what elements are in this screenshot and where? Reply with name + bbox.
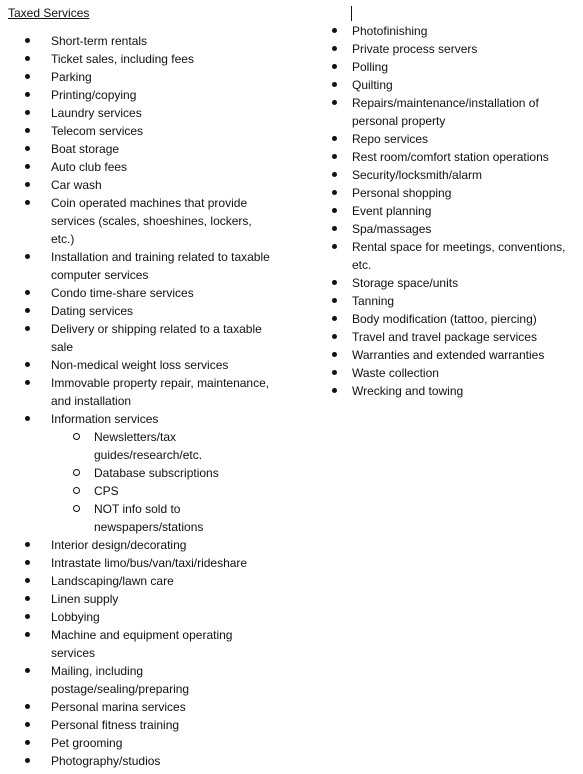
bullet-icon <box>332 28 337 33</box>
list-item <box>8 734 278 752</box>
bullet-icon <box>332 352 337 357</box>
bullet-icon <box>332 316 337 321</box>
list-item <box>8 410 278 536</box>
list-item-text: Spa/massages <box>352 222 432 236</box>
list-item <box>8 716 278 734</box>
bullet-icon <box>332 154 337 159</box>
list-item <box>8 752 278 770</box>
list-item-text: NOT info sold to newspapers/stations <box>94 502 204 534</box>
list-item-text: Travel and travel package services <box>352 330 537 344</box>
bullet-icon <box>332 46 337 51</box>
list-item-text: Rental space for meetings, conventions, etc. <box>352 240 566 272</box>
bullet-icon <box>25 290 30 295</box>
list-item <box>8 554 278 572</box>
list-item <box>8 32 278 50</box>
list-item-text: Car wash <box>51 178 102 192</box>
list-item <box>8 194 278 248</box>
list-item <box>330 328 580 346</box>
list-item <box>8 374 278 410</box>
bullet-icon <box>25 704 30 709</box>
list-item <box>51 464 278 482</box>
list-item-text: Mailing, including postage/sealing/preparing <box>51 664 190 696</box>
bullet-icon <box>25 182 30 187</box>
list-item <box>51 482 278 500</box>
bullet-icon <box>332 388 337 393</box>
list-item-text: Linen supply <box>51 592 119 606</box>
list-item <box>8 176 278 194</box>
list-item <box>8 140 278 158</box>
list-item-text: CPS <box>94 484 119 498</box>
bullet-icon <box>332 208 337 213</box>
bullet-icon <box>25 110 30 115</box>
list-item-text: Condo time-share services <box>51 286 194 300</box>
bullet-icon <box>25 326 30 331</box>
list-item-text: Information services <box>51 412 159 426</box>
bullet-icon <box>25 416 30 421</box>
list-item <box>330 130 580 148</box>
list-item <box>8 626 278 662</box>
list-item <box>330 382 580 400</box>
list-item <box>8 572 278 590</box>
bullet-icon <box>25 668 30 673</box>
bullet-icon <box>332 190 337 195</box>
list-item <box>8 86 278 104</box>
bullet-icon <box>25 740 30 745</box>
list-item <box>8 536 278 554</box>
list-item-text: Non-medical weight loss services <box>51 358 229 372</box>
bullet-icon <box>332 136 337 141</box>
bullet-icon <box>25 146 30 151</box>
bullet-icon <box>25 74 30 79</box>
list-item <box>330 274 580 292</box>
list-item-text: Parking <box>51 70 92 84</box>
circle-bullet-icon <box>73 505 80 512</box>
list-item-text: Immovable property repair, maintenance, and installation <box>51 376 270 408</box>
list-item-text: Personal marina services <box>51 700 186 714</box>
list-item <box>330 58 580 76</box>
text-cursor <box>351 6 352 21</box>
list-item-text: Auto club fees <box>51 160 128 174</box>
bullet-icon <box>25 92 30 97</box>
list-item-text: Newsletters/tax guides/research/etc. <box>94 430 203 462</box>
bullet-icon <box>25 254 30 259</box>
bullet-icon <box>332 172 337 177</box>
list-item-text: Lobbying <box>51 610 100 624</box>
list-item <box>8 698 278 716</box>
list-item <box>330 40 580 58</box>
list-item <box>51 500 278 536</box>
bullet-icon <box>332 334 337 339</box>
list-item-text: Pet grooming <box>51 736 123 750</box>
list-item-text: Quilting <box>352 78 393 92</box>
list-item-text: Event planning <box>352 204 432 218</box>
list-item-text: Repo services <box>352 132 429 146</box>
list-item-text: Laundry services <box>51 106 142 120</box>
list-item <box>330 94 580 130</box>
list-item-text: Boat storage <box>51 142 120 156</box>
list-item-text: Printing/copying <box>51 88 137 102</box>
sub-list <box>51 428 278 536</box>
list-item <box>330 310 580 328</box>
bullet-icon <box>25 56 30 61</box>
list-item-text: Personal shopping <box>352 186 452 200</box>
list-item <box>330 22 580 40</box>
bullet-icon <box>25 560 30 565</box>
list-item-text: Ticket sales, including fees <box>51 52 194 66</box>
bullet-icon <box>332 244 337 249</box>
list-item-text: Telecom services <box>51 124 144 138</box>
list-item <box>330 148 580 166</box>
bullet-icon <box>25 596 30 601</box>
document-title: Taxed Services <box>8 6 90 20</box>
list-item <box>330 220 580 238</box>
bullet-icon <box>25 614 30 619</box>
bullet-icon <box>25 128 30 133</box>
list-item-text: Tanning <box>352 294 395 308</box>
left-service-list <box>8 32 278 770</box>
bullet-icon <box>25 200 30 205</box>
bullet-icon <box>332 226 337 231</box>
list-item <box>330 166 580 184</box>
list-item-text: Storage space/units <box>352 276 459 290</box>
bullet-icon <box>25 758 30 763</box>
bullet-icon <box>25 362 30 367</box>
list-item-text: Repairs/maintenance/installation of personal property <box>352 96 539 128</box>
list-item-text: Interior design/decorating <box>51 538 187 552</box>
bullet-icon <box>25 308 30 313</box>
list-item <box>8 608 278 626</box>
list-item-text: Private process servers <box>352 42 478 56</box>
list-item-text: Database subscriptions <box>94 466 219 480</box>
list-item <box>8 662 278 698</box>
list-item-text: Machine and equipment operating services <box>51 628 233 660</box>
list-item <box>8 356 278 374</box>
list-item <box>330 238 580 274</box>
list-item <box>8 284 278 302</box>
bullet-icon <box>25 380 30 385</box>
bullet-icon <box>25 164 30 169</box>
list-item <box>8 320 278 356</box>
bullet-icon <box>332 298 337 303</box>
bullet-icon <box>332 64 337 69</box>
circle-bullet-icon <box>73 487 80 494</box>
list-item-text: Polling <box>352 60 389 74</box>
list-item <box>330 292 580 310</box>
list-item <box>8 302 278 320</box>
list-item <box>8 158 278 176</box>
circle-bullet-icon <box>73 433 80 440</box>
list-item <box>8 248 278 284</box>
list-item-text: Wrecking and towing <box>352 384 464 398</box>
bullet-icon <box>25 542 30 547</box>
list-item-text: Rest room/comfort station operations <box>352 150 549 164</box>
right-service-list <box>330 22 580 400</box>
bullet-icon <box>332 100 337 105</box>
list-item-text: Photofinishing <box>352 24 428 38</box>
list-item-text: Short-term rentals <box>51 34 148 48</box>
bullet-icon <box>332 370 337 375</box>
circle-bullet-icon <box>73 469 80 476</box>
list-item-text: Security/locksmith/alarm <box>352 168 483 182</box>
list-item-text: Dating services <box>51 304 134 318</box>
list-item <box>330 76 580 94</box>
list-item <box>8 50 278 68</box>
list-item <box>8 590 278 608</box>
list-item <box>330 346 580 364</box>
list-item-text: Personal fitness training <box>51 718 180 732</box>
list-item-text: Installation and training related to taxable computer services <box>51 250 270 282</box>
list-item-text: Body modification (tattoo, piercing) <box>352 312 537 326</box>
list-item <box>51 428 278 464</box>
list-item <box>330 202 580 220</box>
list-item-text: Intrastate limo/bus/van/taxi/rideshare <box>51 556 248 570</box>
list-item <box>330 364 580 382</box>
list-item <box>330 184 580 202</box>
bullet-icon <box>25 632 30 637</box>
bullet-icon <box>25 38 30 43</box>
list-item <box>8 68 278 86</box>
list-item-text: Waste collection <box>352 366 439 380</box>
bullet-icon <box>25 722 30 727</box>
list-item-text: Landscaping/lawn care <box>51 574 174 588</box>
bullet-icon <box>332 82 337 87</box>
list-item <box>8 104 278 122</box>
bullet-icon <box>332 280 337 285</box>
list-item-text: Photography/studios <box>51 754 161 768</box>
list-item-text: Delivery or shipping related to a taxable sale <box>51 322 262 354</box>
list-item-text: Warranties and extended warranties <box>352 348 545 362</box>
list-item-text: Coin operated machines that provide services (scales, shoeshines, lockers, etc.) <box>51 196 252 246</box>
bullet-icon <box>25 578 30 583</box>
list-item <box>8 122 278 140</box>
